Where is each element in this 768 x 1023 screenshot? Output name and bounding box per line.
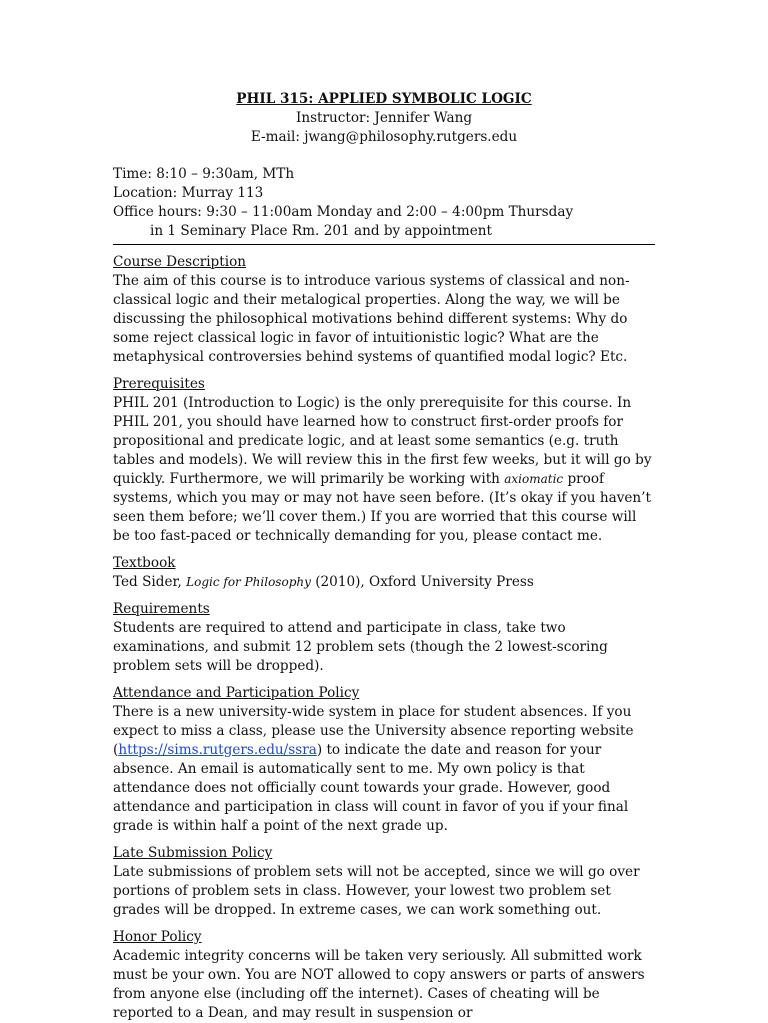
body-text: There is a new university-wide system in place for student absences. If you expect to miss a class, please use the University absence reporting website ( bbox=[113, 704, 634, 758]
course-info-block bbox=[113, 165, 655, 245]
emphasized-term: axiomatic bbox=[504, 472, 564, 486]
section-heading: Textbook bbox=[113, 555, 176, 571]
syllabus-page bbox=[113, 90, 655, 1023]
body-text: PHIL 201 (Introduction to Logic) is the only prerequisite for this course. In PHIL 201, you should have learned how to construct first-order proofs for propositional and predicate logic, and at least some semantics (e.g. truth tables and models). We will review this in the first few weeks, but it will go by quickly. Furthermore, we will primarily be working with bbox=[113, 395, 652, 487]
section-heading: Late Submission Policy bbox=[113, 845, 273, 861]
section-late-submission bbox=[113, 844, 655, 920]
textbook-citation bbox=[113, 573, 655, 592]
section-heading: Attendance and Participation Policy bbox=[113, 685, 360, 701]
section-attendance bbox=[113, 684, 655, 836]
syllabus-header bbox=[113, 90, 655, 147]
section-heading: Requirements bbox=[113, 601, 210, 617]
textbook-title: Logic for Philosophy bbox=[186, 575, 311, 589]
office-hours-location: in 1 Seminary Place Rm. 201 and by appointment bbox=[150, 223, 492, 239]
section-honor-policy bbox=[113, 928, 655, 1023]
section-requirements bbox=[113, 600, 655, 676]
section-body: Late submissions of problem sets will not be accepted, since we will go over portions of problem sets in class. However, your lowest two problem set grades will be dropped. In extreme cases, we can work something out. bbox=[113, 864, 640, 918]
section-heading: Honor Policy bbox=[113, 929, 202, 945]
textbook-author: Ted Sider, bbox=[113, 574, 187, 590]
section-body: The aim of this course is to introduce various systems of classical and non-classical logic and their metalogical properties. Along the way, we will be discussing the philosophical motivations behind different systems: Why do some reject classical logic in favor of intuitionistic logic? What are the metaphysical controversies behind systems of quantified modal logic? Etc. bbox=[113, 273, 630, 365]
absence-reporting-link[interactable]: https://sims.rutgers.edu/ssra bbox=[118, 742, 317, 758]
section-body bbox=[113, 394, 655, 546]
instructor-email: E-mail: jwang@philosophy.rutgers.edu bbox=[250, 129, 518, 145]
section-heading: Course Description bbox=[113, 254, 247, 270]
section-textbook bbox=[113, 554, 655, 592]
section-body: Students are required to attend and participate in class, take two examinations, and submit 12 problem sets (though the 2 lowest-scoring problem sets will be dropped). bbox=[113, 620, 608, 674]
body-text: ) to indicate the date and reason for your absence. An email is automatically sent to me. My own policy is that attendance does not officially count towards your grade. However, good attendance and participation in class will count in favor of you if your final grade is within half a point of the next grade up. bbox=[113, 742, 629, 834]
course-title: PHIL 315: APPLIED SYMBOLIC LOGIC bbox=[236, 91, 532, 107]
class-location: Location: Murray 113 bbox=[113, 185, 264, 201]
section-body: Academic integrity concerns will be taken very seriously. All submitted work must be your own. You are NOT allowed to copy answers or parts of answers from anyone else (including off the internet). Cases of cheating will be reported to a Dean, and may result in suspension or bbox=[113, 948, 645, 1021]
section-body bbox=[113, 703, 655, 836]
office-hours: Office hours: 9:30 – 11:00am Monday and 2:00 – 4:00pm Thursday bbox=[113, 204, 574, 220]
section-prerequisites bbox=[113, 375, 655, 546]
instructor-name: Instructor: Jennifer Wang bbox=[295, 110, 473, 126]
class-time: Time: 8:10 – 9:30am, MTh bbox=[113, 166, 295, 182]
body-text: proof systems, which you may or may not have seen before. (It’s okay if you haven’t seen them before; we’ll cover them.) If you are worried that this course will be too fast-paced or technically demanding for you, please contact me. bbox=[113, 471, 651, 544]
textbook-details: (2010), Oxford University Press bbox=[310, 574, 534, 590]
section-heading: Prerequisites bbox=[113, 376, 205, 392]
section-course-description bbox=[113, 253, 655, 367]
